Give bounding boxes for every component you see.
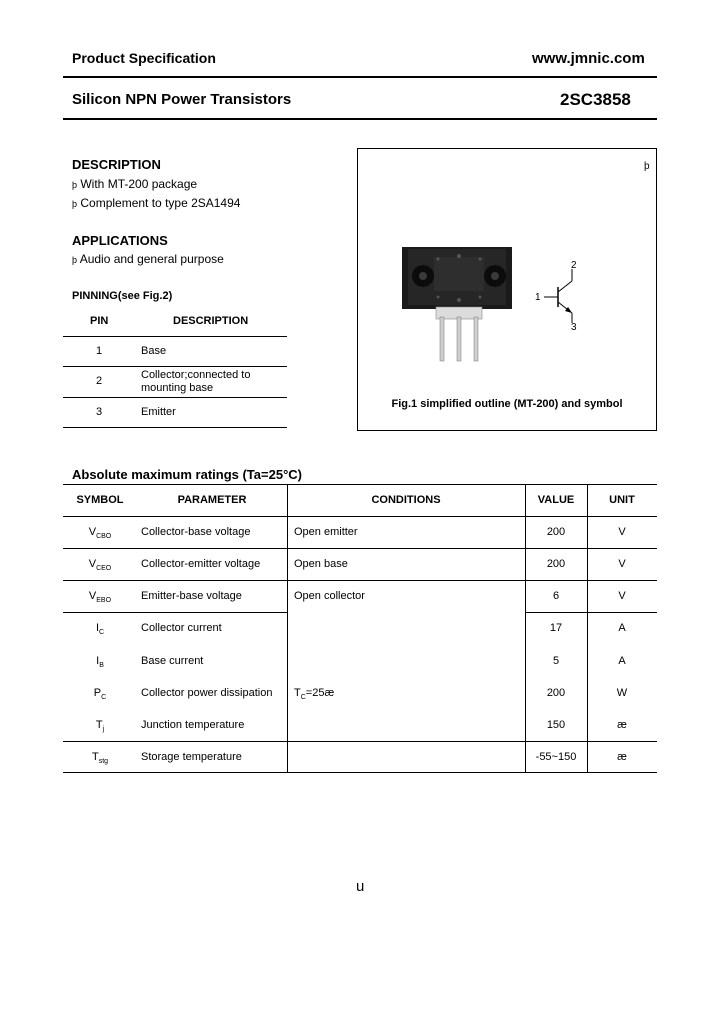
header-left: Product Specification bbox=[72, 50, 216, 66]
ratings-col-unit: UNIT bbox=[609, 494, 635, 506]
ratings-row-rule bbox=[63, 741, 657, 742]
ratings-symbol: $T_j$ bbox=[95, 719, 105, 734]
ratings-symbol: $P_C$ bbox=[93, 687, 107, 702]
pin-description: Collector;connected to bbox=[141, 369, 251, 381]
symbol-pin-label-3: 3 bbox=[571, 322, 577, 333]
ratings-table-top-rule bbox=[63, 484, 657, 485]
ratings-row-rule bbox=[63, 612, 287, 613]
ratings-unit: V bbox=[618, 590, 626, 602]
ratings-unit: V bbox=[618, 558, 626, 570]
ratings-symbol: $V_{CEO}$ bbox=[88, 558, 112, 573]
bullet-glyph: þ bbox=[72, 199, 78, 209]
ratings-symbol: $T_{stg}$ bbox=[91, 751, 109, 766]
ratings-value: -55~150 bbox=[535, 751, 577, 763]
part-number: 2SC3858 bbox=[560, 90, 631, 109]
pin-description: mounting base bbox=[141, 382, 214, 394]
ratings-row-rule bbox=[63, 580, 657, 581]
pin-number: 1 bbox=[96, 345, 103, 357]
ratings-parameter: Base current bbox=[141, 655, 204, 667]
pin-desc-col-header: DESCRIPTION bbox=[173, 315, 249, 327]
ratings-table-bottom-rule bbox=[63, 772, 657, 773]
ratings-unit: A bbox=[618, 622, 626, 634]
bullet-glyph: þ bbox=[72, 255, 78, 265]
ratings-value: 200 bbox=[546, 526, 566, 538]
ratings-parameter: Collector-emitter voltage bbox=[141, 558, 261, 570]
description-item: þ With MT-200 package bbox=[72, 177, 198, 191]
ratings-header-rule bbox=[63, 516, 657, 517]
ratings-symbol: $I_B$ bbox=[96, 655, 104, 670]
pin-table-rule bbox=[63, 366, 287, 367]
ratings-col-parameter: PARAMETER bbox=[177, 494, 247, 506]
ratings-parameter: Collector-base voltage bbox=[141, 526, 251, 538]
applications-heading: APPLICATIONS bbox=[72, 233, 168, 248]
ratings-col-conditions: CONDITIONS bbox=[371, 494, 441, 506]
ratings-parameter: Junction temperature bbox=[141, 719, 245, 731]
pin-table-rule bbox=[63, 427, 287, 428]
ratings-parameter: Collector power dissipation bbox=[141, 687, 273, 699]
symbol-pin-label-1: 1 bbox=[535, 292, 541, 303]
ratings-col-symbol: SYMBOL bbox=[76, 494, 124, 506]
applications-item: þ Audio and general purpose bbox=[72, 252, 224, 266]
ratings-value: 6 bbox=[552, 590, 560, 602]
ratings-divider bbox=[287, 484, 288, 773]
ratings-parameter: Emitter-base voltage bbox=[141, 590, 242, 602]
pinning-heading: PINNING(see Fig.2) bbox=[72, 290, 173, 302]
header-rule-1 bbox=[63, 76, 657, 78]
ratings-value: 150 bbox=[546, 719, 566, 731]
ratings-condition: Open base bbox=[294, 558, 348, 570]
bullet-glyph: þ bbox=[72, 180, 78, 190]
ratings-condition: Open collector bbox=[294, 590, 365, 602]
ratings-condition: Open emitter bbox=[294, 526, 358, 538]
pin-col-header: PIN bbox=[90, 315, 109, 327]
ratings-condition: $T_C=25æ$ bbox=[294, 687, 335, 702]
pin-description: Base bbox=[141, 345, 167, 357]
description-item: þ Complement to type 2SA1494 bbox=[72, 196, 241, 210]
ratings-parameter: Collector current bbox=[141, 622, 222, 634]
ratings-heading: Absolute maximum ratings (Ta=25°C) bbox=[72, 467, 302, 482]
ratings-symbol: $V_{CBO}$ bbox=[88, 526, 112, 541]
ratings-parameter: Storage temperature bbox=[141, 751, 242, 763]
ratings-unit: W bbox=[616, 687, 628, 699]
ratings-unit: V bbox=[618, 526, 626, 538]
symbol-pin-label-2: 2 bbox=[571, 260, 577, 271]
ratings-row-rule bbox=[525, 612, 657, 613]
ratings-unit: æ bbox=[617, 719, 627, 731]
figure-box bbox=[357, 148, 657, 431]
ratings-value: 200 bbox=[546, 687, 566, 699]
figure-caption: Fig.1 simplified outline (MT-200) and symbol bbox=[391, 398, 623, 410]
package-outline-image bbox=[358, 149, 656, 430]
description-heading: DESCRIPTION bbox=[72, 157, 161, 172]
figure-corner-glyph: þ bbox=[644, 161, 650, 172]
ratings-symbol: $V_{EBO}$ bbox=[88, 590, 112, 605]
ratings-symbol: $I_C$ bbox=[95, 622, 105, 637]
pin-number: 2 bbox=[96, 375, 103, 387]
ratings-col-value: VALUE bbox=[537, 494, 575, 506]
ratings-value: 17 bbox=[549, 622, 563, 634]
ratings-row-rule bbox=[63, 548, 657, 549]
ratings-value: 5 bbox=[552, 655, 560, 667]
page-mark: u bbox=[356, 878, 365, 895]
ratings-unit: A bbox=[618, 655, 626, 667]
pin-number: 3 bbox=[96, 406, 103, 418]
page-title: Silicon NPN Power Transistors bbox=[72, 91, 292, 108]
ratings-value: 200 bbox=[546, 558, 566, 570]
header-url[interactable]: www.jmnic.com bbox=[532, 50, 645, 67]
pin-table-rule bbox=[63, 336, 287, 337]
header-rule-2 bbox=[63, 118, 657, 120]
ratings-unit: æ bbox=[617, 751, 627, 763]
pin-description: Emitter bbox=[141, 406, 176, 418]
pin-table-rule bbox=[63, 397, 287, 398]
